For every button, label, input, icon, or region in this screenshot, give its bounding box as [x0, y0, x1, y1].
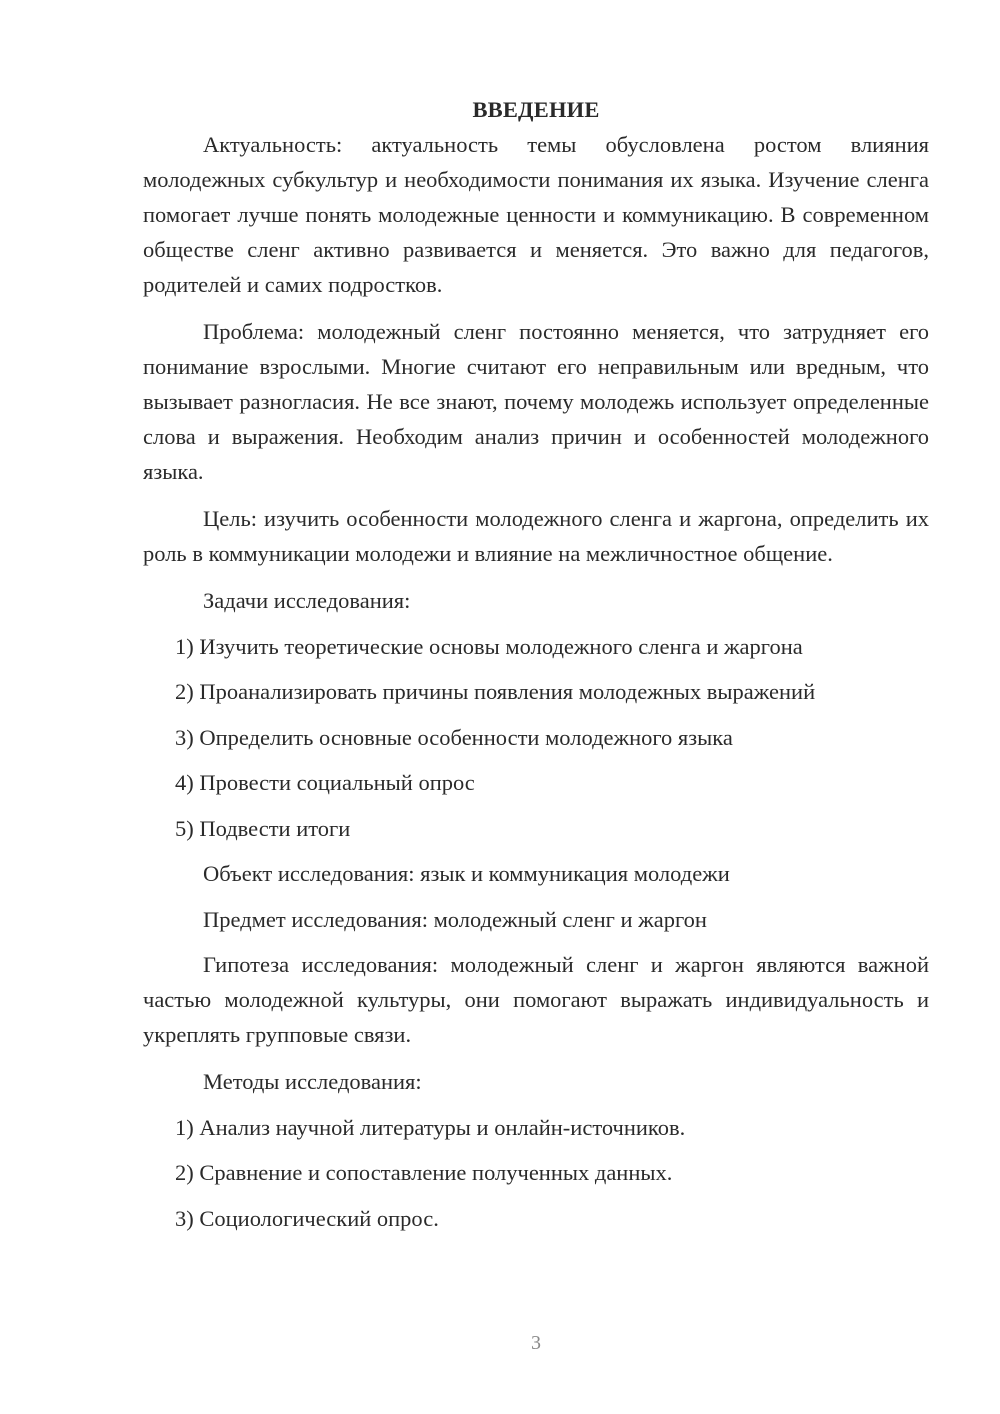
goal-paragraph: Цель: изучить особенности молодежного сленга и жаргона, определить их роль в коммуникации молодежи и влияние на межличностное общение. — [143, 506, 929, 566]
hypothesis-paragraph: Гипотеза исследования: молодежный сленг и жаргон являются важной частью молодежной культуры, они помогают выражать индивидуальность и укреплять групповые связи. — [143, 952, 929, 1047]
tasks-heading: Задачи исследования: — [203, 588, 411, 613]
task-item-5: 5) Подвести итоги — [175, 815, 351, 841]
task-item-4: 4) Провести социальный опрос — [175, 770, 475, 795]
method-item-2: 2) Сравнение и сопоставление полученных данных. — [175, 1160, 673, 1185]
page-content — [143, 92, 929, 1246]
method-item-3: 3) Социологический опрос. — [175, 1205, 439, 1231]
methods-heading: Методы исследования: — [203, 1069, 422, 1094]
task-item-1: 1) Изучить теоретические основы молодежного сленга и жаргона — [175, 633, 803, 659]
task-item-3: 3) Определить основные особенности молодежного языка — [175, 724, 733, 750]
relevance-paragraph: Актуальность: актуальность темы обусловлена ростом влияния молодежных субкультур и необходимости понимания их языка. Изучение сленга помогает лучше понять молодежные ценности и коммуникацию. В современном обществе сленг активно развивается и меняется. Это важно для педагогов, родителей и самих подростков. — [143, 132, 929, 297]
tasks-list — [143, 629, 929, 846]
page-number: 3 — [531, 1332, 541, 1354]
research-object: Объект исследования: язык и коммуникация молодежи — [203, 861, 730, 886]
research-subject: Предмет исследования: молодежный сленг и жаргон — [203, 906, 707, 932]
method-item-1: 1) Анализ научной литературы и онлайн-источников. — [175, 1114, 686, 1140]
task-item-2: 2) Проанализировать причины появления молодежных выражений — [175, 679, 816, 704]
methods-list — [143, 1110, 929, 1236]
problem-paragraph: Проблема: молодежный сленг постоянно меняется, что затрудняет его понимание взрослыми. Многие считают его неправильным или вредным, что вызывает разногласия. Не все знают, почему молодежь использует определенные слова и выражения. Необходим анализ причин и особенностей молодежного языка. — [143, 319, 929, 484]
section-title: ВВЕДЕНИЕ — [472, 97, 600, 122]
